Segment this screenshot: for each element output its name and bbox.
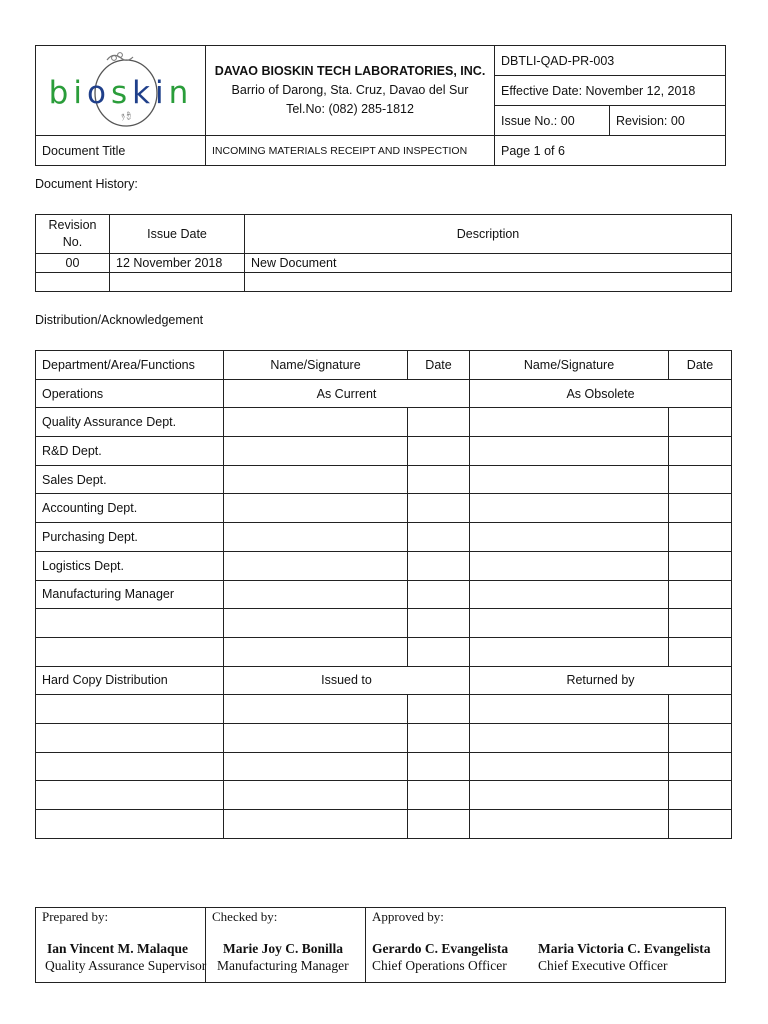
doc-code: DBTLI-QAD-PR-003 bbox=[495, 46, 726, 76]
col-name-signature-current: Name/Signature bbox=[224, 351, 408, 380]
department-cell: Accounting Dept. bbox=[36, 494, 224, 523]
description-cell: New Document bbox=[245, 254, 732, 273]
doc-title-label: Document Title bbox=[36, 136, 206, 166]
operations-label: Operations bbox=[36, 379, 224, 408]
page-number: Page 1 of 6 bbox=[495, 136, 726, 166]
department-cell bbox=[36, 609, 224, 638]
approver-ceo-name: Maria Victoria C. Evangelista bbox=[538, 941, 711, 956]
checked-by-name: Marie Joy C. Bonilla bbox=[223, 941, 343, 956]
table-row bbox=[36, 465, 732, 494]
company-logo bbox=[36, 46, 206, 136]
approved-by-cell bbox=[366, 908, 726, 983]
checked-by-label: Checked by: bbox=[212, 909, 278, 924]
department-cell: Logistics Dept. bbox=[36, 551, 224, 580]
hard-copy-label: Hard Copy Distribution bbox=[36, 666, 224, 695]
distribution-label: Distribution/Acknowledgement bbox=[35, 313, 204, 327]
col-date-obsolete: Date bbox=[669, 351, 732, 380]
prepared-by-title: Quality Assurance Supervisor bbox=[45, 958, 207, 973]
table-row bbox=[36, 437, 732, 466]
table-row bbox=[36, 494, 732, 523]
prepared-by-name: Ian Vincent M. Malaque bbox=[47, 941, 189, 956]
approved-by-label: Approved by: bbox=[372, 909, 444, 924]
table-row bbox=[36, 723, 732, 752]
col-description: Description bbox=[245, 215, 732, 254]
table-row bbox=[36, 254, 732, 273]
col-name-signature-obsolete: Name/Signature bbox=[470, 351, 669, 380]
table-row bbox=[36, 781, 732, 810]
table-row bbox=[36, 637, 732, 666]
distribution-table bbox=[35, 350, 732, 839]
department-cell: Quality Assurance Dept. bbox=[36, 408, 224, 437]
company-address: Barrio of Darong, Sta. Cruz, Davao del Sur bbox=[231, 83, 469, 97]
revision-number: Revision: 00 bbox=[610, 106, 726, 136]
prepared-by-cell bbox=[36, 908, 206, 983]
department-cell: R&D Dept. bbox=[36, 437, 224, 466]
approver-coo-title: Chief Operations Officer bbox=[372, 958, 507, 973]
history-table bbox=[35, 214, 732, 292]
table-row bbox=[36, 752, 732, 781]
bioskin-logo-icon bbox=[37, 46, 205, 132]
checked-by-cell bbox=[206, 908, 366, 983]
col-revision-no: Revision No. bbox=[36, 215, 110, 254]
company-name: DAVAO BIOSKIN TECH LABORATORIES, INC. bbox=[214, 64, 486, 78]
company-tel: Tel.No: (082) 285-1812 bbox=[286, 102, 414, 116]
document-history-label: Document History: bbox=[35, 177, 138, 191]
col-date-current: Date bbox=[408, 351, 470, 380]
table-row bbox=[36, 523, 732, 552]
department-cell: Sales Dept. bbox=[36, 465, 224, 494]
issue-date-cell: 12 November 2018 bbox=[110, 254, 245, 273]
svg-text:bioskin: bioskin bbox=[48, 75, 193, 111]
table-row bbox=[36, 695, 732, 724]
description-cell bbox=[245, 273, 732, 292]
revision-cell bbox=[36, 273, 110, 292]
col-issue-date: Issue Date bbox=[110, 215, 245, 254]
table-row bbox=[36, 408, 732, 437]
approver-coo-name: Gerardo C. Evangelista bbox=[372, 941, 509, 956]
department-cell bbox=[36, 637, 224, 666]
doc-title-value: INCOMING MATERIALS RECEIPT AND INSPECTION bbox=[206, 136, 495, 166]
approver-ceo-title: Chief Executive Officer bbox=[538, 958, 668, 973]
as-obsolete-label: As Obsolete bbox=[470, 379, 732, 408]
returned-by-label: Returned by bbox=[470, 666, 732, 695]
company-info bbox=[206, 46, 495, 136]
issue-date-cell bbox=[110, 273, 245, 292]
table-row bbox=[36, 273, 732, 292]
prepared-by-label: Prepared by: bbox=[42, 909, 109, 924]
revision-cell: 00 bbox=[36, 254, 110, 273]
table-row bbox=[36, 810, 732, 839]
effective-date: Effective Date: November 12, 2018 bbox=[495, 76, 726, 106]
issued-to-label: Issued to bbox=[224, 666, 470, 695]
document-header bbox=[35, 45, 726, 166]
signature-block bbox=[35, 907, 726, 983]
issue-number: Issue No.: 00 bbox=[495, 106, 610, 136]
table-row bbox=[36, 551, 732, 580]
checked-by-title: Manufacturing Manager bbox=[217, 958, 349, 973]
table-row bbox=[36, 580, 732, 609]
table-row bbox=[36, 609, 732, 638]
svg-text:ཉ ཀྱི: ཉ ཀྱི bbox=[120, 113, 131, 120]
as-current-label: As Current bbox=[224, 379, 470, 408]
col-department: Department/Area/Functions bbox=[36, 351, 224, 380]
department-cell: Manufacturing Manager bbox=[36, 580, 224, 609]
department-cell: Purchasing Dept. bbox=[36, 523, 224, 552]
